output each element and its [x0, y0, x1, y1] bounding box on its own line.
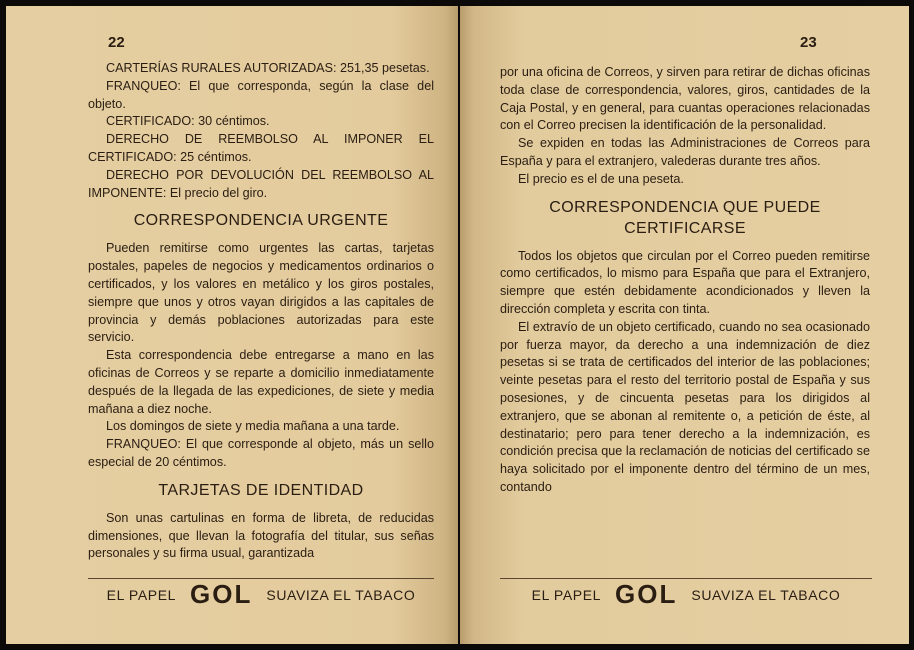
page-number: 22 [108, 34, 125, 51]
page-number: 23 [800, 34, 817, 51]
footer-text: EL PAPEL [531, 587, 602, 603]
paragraph: Esta correspondencia debe entregarse a mano en las oficinas de Correos y se reparte a domicilio inmediatamente después de la llegada de las expediciones, de siete y media mañana a diez noche. [88, 348, 434, 416]
section-heading: CORRESPONDENCIA QUE PUEDE CERTIFICARSE [549, 198, 821, 237]
page-footer-ad [500, 579, 872, 610]
paragraph: Son unas cartulinas en forma de libreta, de reducidas dimensiones, que llevan la fotografía del titular, sus señas personales y su firma usual, garantizada [88, 510, 434, 561]
footer-text: SUAVIZA EL TABACO [266, 587, 416, 603]
paragraph: El extravío de un objeto certificado, cuando no sea ocasionado por fuerza mayor, da derecho a una indemnización de diez pesetas si se trata de certificados del interior de las poblaciones; veinte pesetas para el resto del territorio postal de España y sus posesiones, y de cincuenta pesetas para los dirigidos al extranjero, que se abonan al remitente o, a petición de éste, al destinatario; pero para tener derecho a la indemnización, es condición precisa que la reclamación de noticias del certificado se haya solicitado por el imponente dentro del término de un mes, contando [500, 319, 870, 494]
brand-name: GOL [190, 579, 253, 609]
paragraph: FRANQUEO: El que corresponde al objeto, más un sello especial de 20 céntimos. [88, 437, 434, 469]
section-heading: CORRESPONDENCIA URGENTE [133, 212, 389, 230]
footer-text: EL PAPEL [106, 587, 177, 603]
paragraph: por una oficina de Correos, y sirven para retirar de dichas oficinas toda clase de correspondencia, valores, giros, cantidades de la Caja Postal, y en general, para cuantas operaciones relacionadas con el Correo precisen la identificación de la personalidad. [500, 65, 870, 133]
page-body [500, 64, 870, 497]
left-page [6, 6, 458, 644]
paragraph: Los domingos de siete y media mañana a una tarde. [106, 419, 400, 434]
paragraph: DERECHO DE REEMBOLSO AL IMPONER EL CERTIFICADO: 25 céntimos. [88, 132, 434, 164]
paragraph: CERTIFICADO: 30 céntimos. [106, 114, 270, 129]
paragraph: El precio es el de una peseta. [518, 171, 684, 186]
brand-name: GOL [615, 579, 678, 609]
paragraph: CARTERÍAS RURALES AUTORIZADAS: 251,35 pesetas. [106, 61, 430, 75]
right-page [460, 6, 909, 644]
section-heading: TARJETAS DE IDENTIDAD [158, 481, 364, 499]
page-body [88, 60, 434, 563]
paragraph: DERECHO POR DEVOLUCIÓN DEL REEMBOLSO AL IMPONENTE: El precio del giro. [88, 167, 434, 200]
paragraph: Se expiden en todas las Administraciones de Correos para España y para el extranjero, valederas durante tres años. [500, 136, 870, 168]
paragraph: FRANQUEO: El que corresponda, según la clase del objeto. [88, 78, 434, 111]
page-footer-ad [88, 579, 434, 610]
paragraph: Pueden remitirse como urgentes las cartas, tarjetas postales, papeles de negocios y medicamentos ordinarios o certificados, y los valores en metálico y los giros postales, siempre que unos y otros vayan dirigidos a las capitales de provincia y demás poblaciones autorizadas para este servicio. [88, 241, 434, 345]
footer-text: SUAVIZA EL TABACO [691, 587, 841, 603]
paragraph: Todos los objetos que circulan por el Correo pueden remitirse como certificados, lo mismo para España que para el Extranjero, siempre que estén debidamente acondicionados y lleven la dirección completa y escrita con tinta. [500, 248, 870, 316]
